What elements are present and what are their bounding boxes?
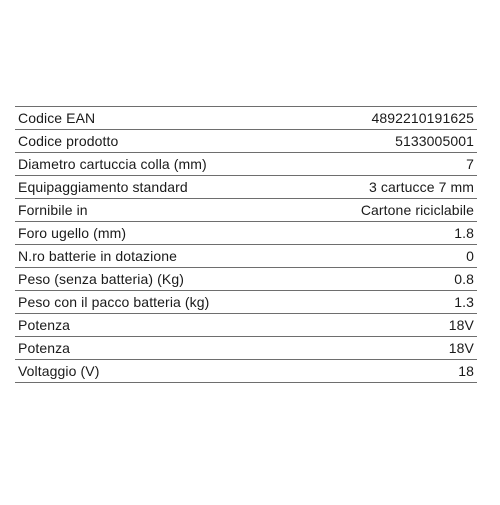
spec-row-power-2 [15,337,477,360]
spec-value: 18 [458,362,474,379]
spec-row-standard-equipment [15,176,477,199]
spec-label: Diametro cartuccia colla (mm) [18,155,207,172]
spec-label: Potenza [18,316,71,333]
spec-value: 3 cartucce 7 mm [369,178,474,195]
spec-row-weight-with-battery [15,291,477,314]
spec-label: Fornibile in [18,201,88,218]
spec-table [15,106,477,383]
spec-row-weight-without-battery [15,268,477,291]
spec-label: Foro ugello (mm) [18,224,127,241]
spec-row-cartridge-diameter [15,153,477,176]
spec-value: 18V [448,339,474,356]
spec-label: N.ro batterie in dotazione [18,247,178,264]
spec-value: 7 [466,155,474,172]
spec-value: 18V [448,316,474,333]
spec-row-nozzle-hole [15,222,477,245]
spec-row-product-code [15,130,477,153]
spec-row-ean [15,107,477,130]
spec-value: 4892210191625 [371,109,474,126]
spec-label: Codice prodotto [18,132,119,149]
spec-label: Codice EAN [18,109,96,126]
spec-label: Potenza [18,339,71,356]
spec-row-supplied-in [15,199,477,222]
spec-label: Voltaggio (V) [18,362,100,379]
spec-value: Cartone riciclabile [360,201,474,218]
spec-value: 0.8 [454,270,474,287]
spec-row-batteries-included [15,245,477,268]
spec-value: 1.8 [454,224,474,241]
spec-value: 1.3 [454,293,474,310]
spec-row-power [15,314,477,337]
spec-label: Equipaggiamento standard [18,178,188,195]
spec-label: Peso (senza batteria) (Kg) [18,270,185,287]
spec-value: 0 [466,247,474,264]
spec-value: 5133005001 [395,132,474,149]
spec-label: Peso con il pacco batteria (kg) [18,293,210,310]
spec-row-voltage [15,360,477,383]
